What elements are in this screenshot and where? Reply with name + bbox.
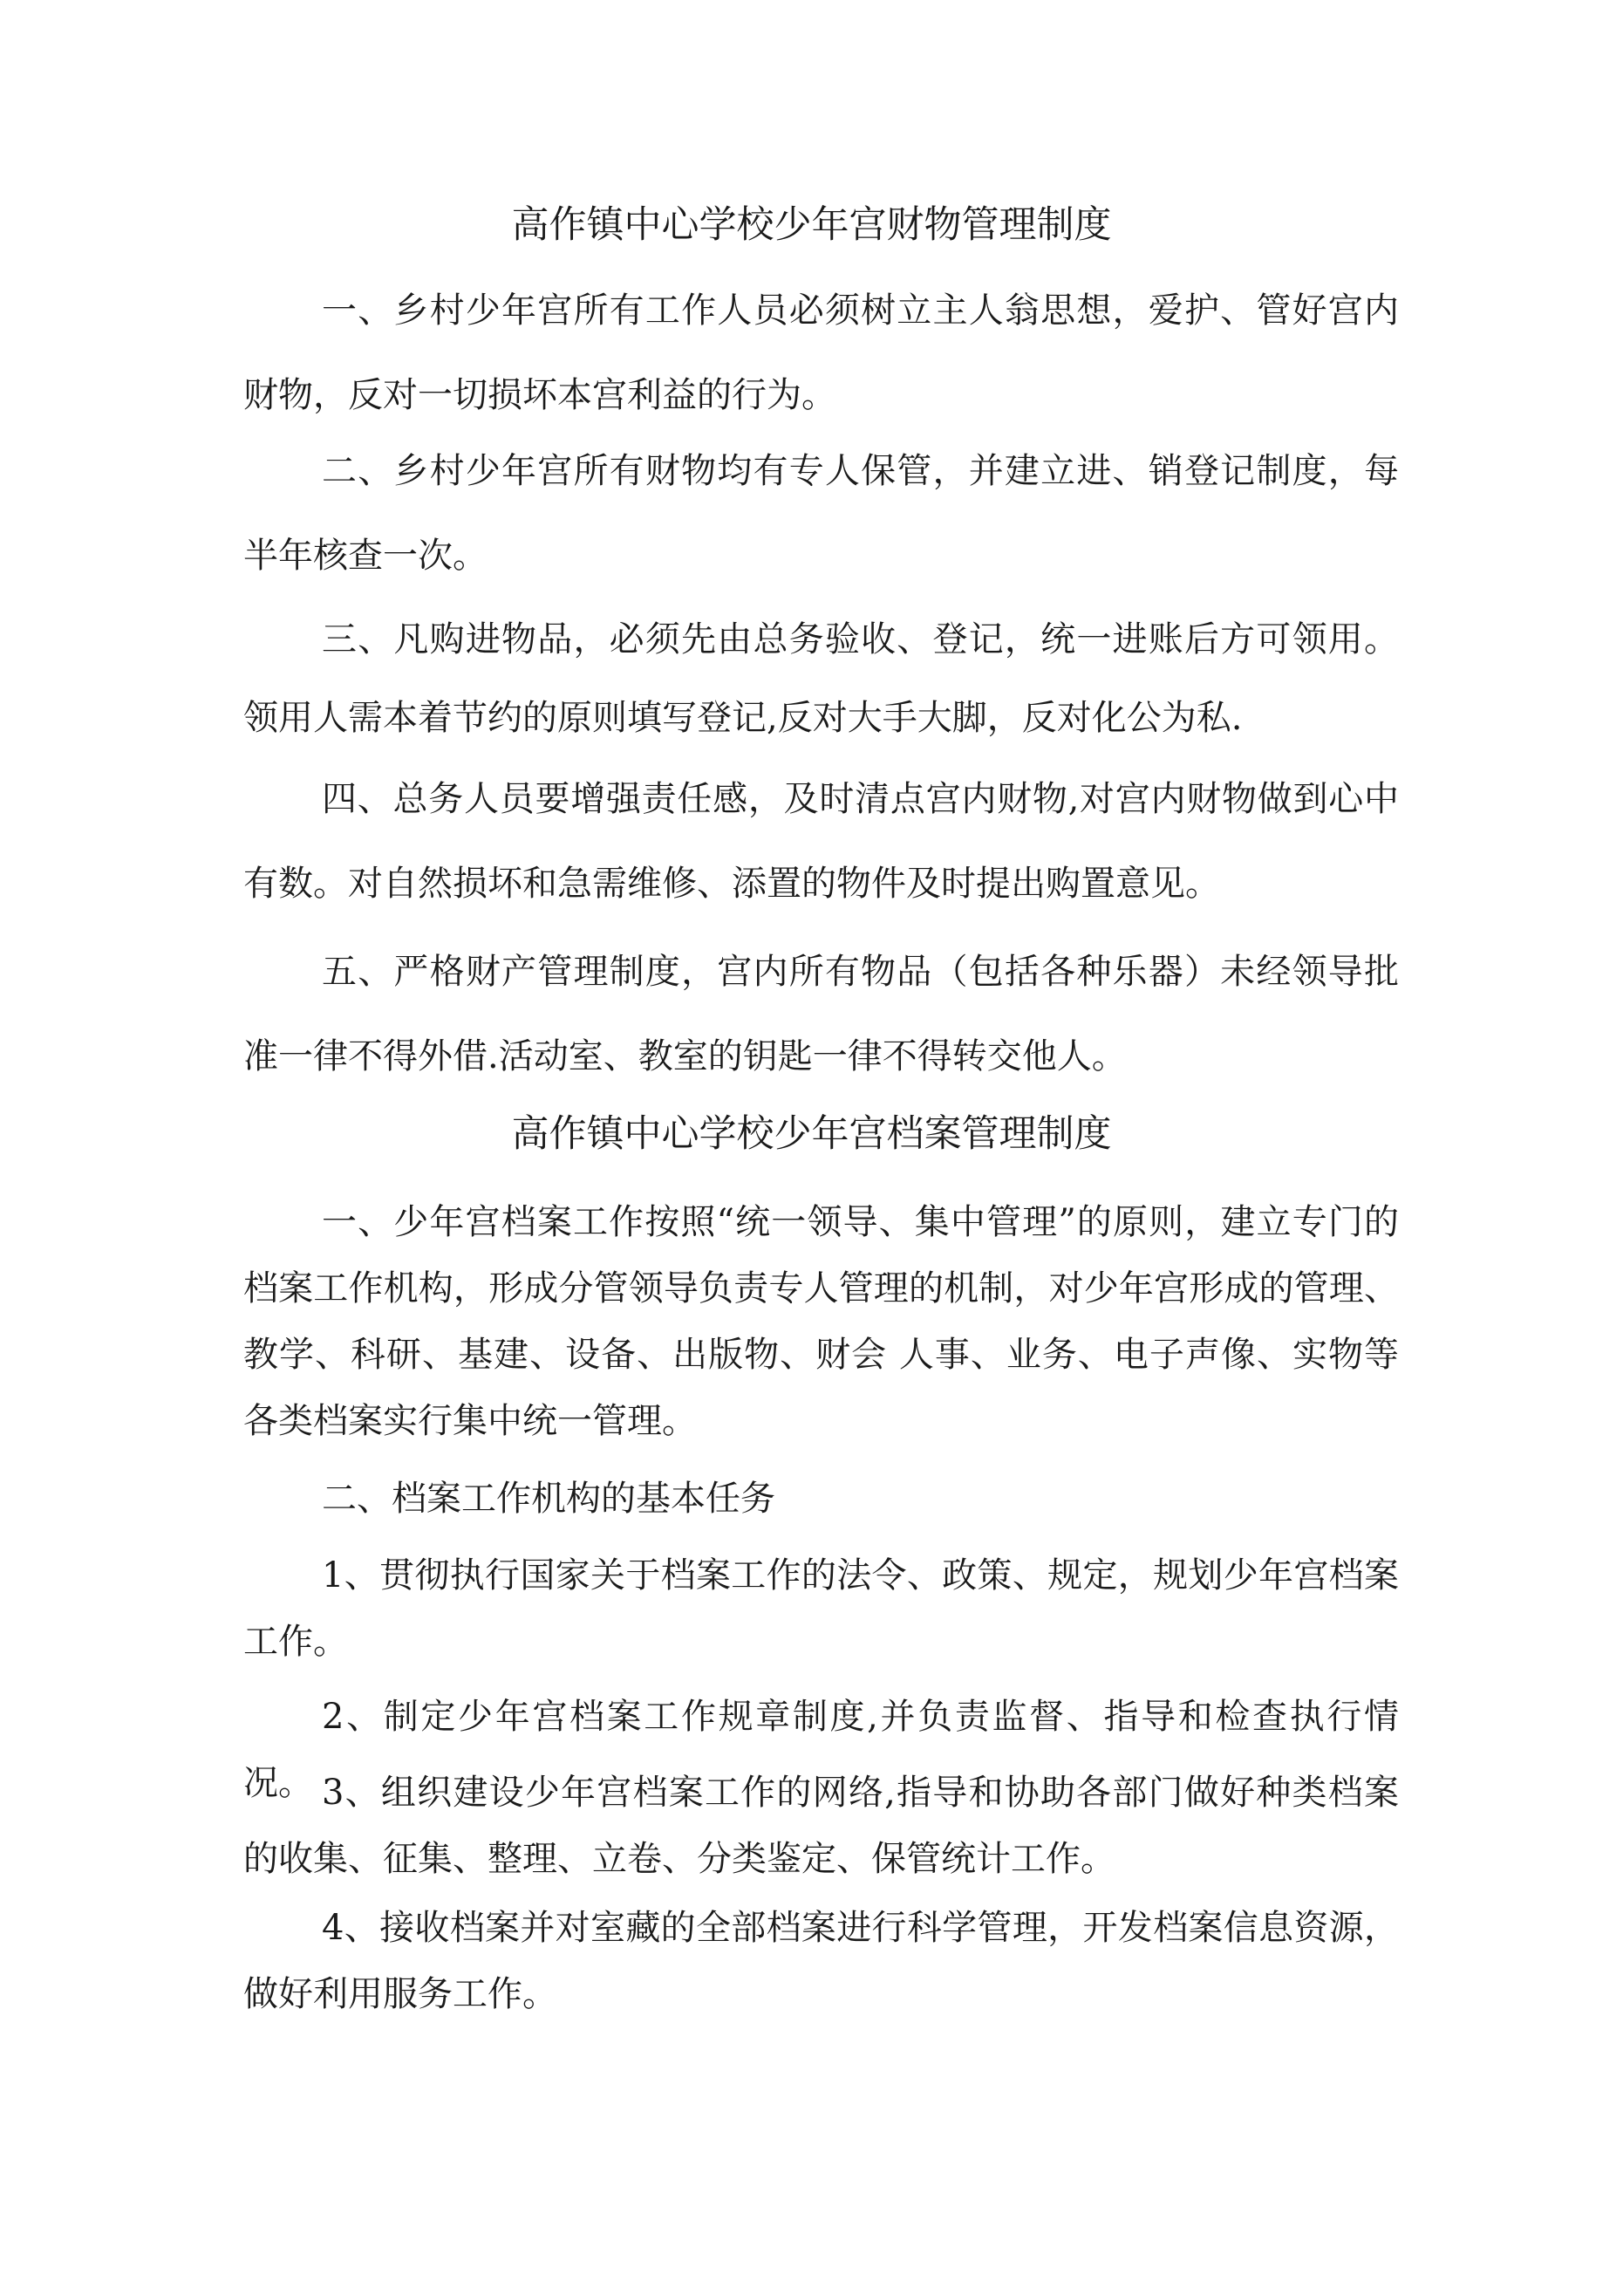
section2-title: 高作镇中心学校少年宫档案管理制度 — [511, 1112, 1112, 1156]
section1-title: 高作镇中心学校少年宫财物管理制度 — [511, 203, 1112, 247]
section2-paragraph-4: 2、制定少年宫档案工作规章制度,并负责监督、指导和检查执行情况。 — [243, 1697, 1399, 1803]
section1-paragraph-4: 四、总务人员要增强责任感，及时清点宫内财物,对宫内财物做到心中有数。对自然损坏和急需维修、添置的物件及时提出购置意见。 — [243, 779, 1399, 904]
section2-paragraph-6: 4、接收档案并对室藏的全部档案进行科学管理，开发档案信息资源，做好利用服务工作。 — [243, 1908, 1399, 2014]
section1-paragraph-2: 二、乡村少年宫所有财物均有专人保管，并建立进、销登记制度，每半年核查一次。 — [243, 451, 1399, 576]
section2-paragraph-1: 一、少年宫档案工作按照“统一领导、集中管理”的原则，建立专门的档案工作机构，形成分管领导负责专人管理的机制，对少年宫形成的管理、教学、科研、基建、设备、出版物、财会 人事、业务、电子声像、实物等各类档案实行集中统一管理。 — [243, 1202, 1399, 1441]
section1-paragraph-5: 五、严格财产管理制度，宫内所有物品（包括各种乐器）未经领导批准一律不得外借.活动室、教室的钥匙一律不得转交他人。 — [243, 952, 1399, 1076]
section2-paragraph-5: 3、组织建设少年宫档案工作的网络,指导和协助各部门做好种类档案的收集、征集、整理、立卷、分类鉴定、保管统计工作。 — [243, 1773, 1399, 1879]
section1-paragraph-3: 三、凡购进物品，必须先由总务验收、登记，统一进账后方可领用。领用人需本着节约的原则填写登记,反对大手大脚，反对化公为私. — [243, 619, 1399, 738]
section2-paragraph-2: 二、档案工作机构的基本任务 — [322, 1479, 775, 1519]
section2-paragraph-3: 1、贯彻执行国家关于档案工作的法令、政策、规定，规划少年宫档案工作。 — [243, 1555, 1399, 1662]
section1-paragraph-1: 一、乡村少年宫所有工作人员必须树立主人翁思想，爱护、管好宫内财物，反对一切损坏本宫利益的行为。 — [243, 290, 1399, 415]
